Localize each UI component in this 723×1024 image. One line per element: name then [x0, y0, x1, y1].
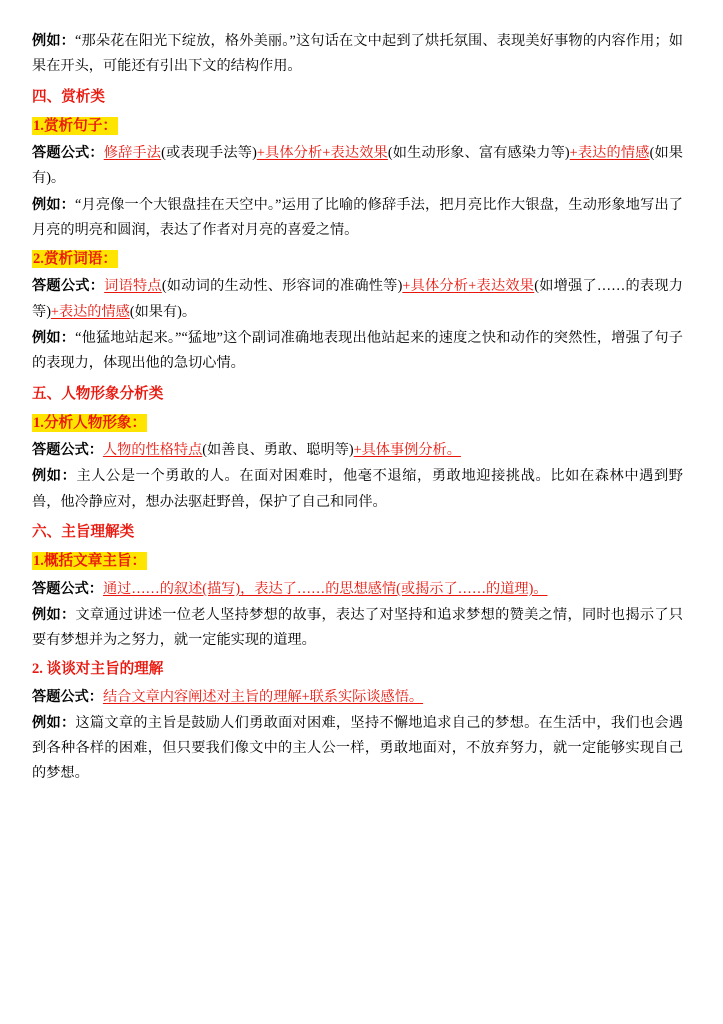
example-text: 主人公是一个勇敢的人。在面对困难时，他毫不退缩，勇敢地迎接挑战。比如在森林中遇到野兽，他冷静应对，想办法驱赶野兽，保护了自己和同伴。 [32, 468, 683, 510]
sections-container [32, 84, 683, 787]
example-label: 例如： [32, 714, 76, 731]
subsection-heading [32, 113, 683, 139]
answer-formula [32, 438, 683, 463]
example-paragraph [32, 603, 683, 654]
section-heading: 四、赏析类 [32, 88, 105, 105]
subsection-heading-text: 2.赏析词语： [33, 251, 117, 268]
subsection-heading [32, 246, 683, 272]
example-paragraph [32, 193, 683, 244]
answer-formula-part: (如动词的生动性、形容词的准确性等) [161, 278, 403, 295]
subsection-heading [32, 548, 683, 574]
answer-formula-part: 修辞手法 [103, 145, 162, 162]
answer-formula [32, 577, 683, 602]
answer-formula-part: +具体分析+表达效果 [402, 278, 535, 295]
subsection-heading [32, 410, 683, 436]
example-paragraph [32, 464, 683, 515]
example-text: “月亮像一个大银盘挂在天空中。”运用了比喻的修辞手法，把月亮比作大银盘，生动形象地写出了月亮的明亮和圆润，表达了作者对月亮的喜爱之情。 [32, 196, 683, 238]
answer-formula-part: +具体分析+表达效果 [256, 145, 388, 162]
answer-formula-label: 答题公式： [32, 278, 105, 295]
intro-example [32, 29, 683, 80]
section [32, 381, 683, 515]
section [32, 519, 683, 787]
answer-formula-part: 人物的性格特点 [102, 442, 203, 459]
answer-formula-label: 答题公式： [32, 580, 103, 597]
answer-formula-part: +表达的情感 [569, 145, 650, 162]
example-label: 例如： [32, 468, 77, 485]
answer-formula [32, 274, 683, 325]
answer-formula-label: 答题公式： [32, 688, 103, 705]
example-text: 这篇文章的主旨是鼓励人们勇敢面对困难，坚持不懈地追求自己的梦想。在生活中，我们也会遇到各种各样的困难，但只要我们像文中的主人公一样，勇敢地面对，不放弃努力，就一定能够实现自己的梦想。 [32, 714, 683, 782]
answer-formula-part: (如增强了……的表现力等) [32, 278, 683, 320]
subsection-heading-text: 1.赏析句子： [33, 117, 117, 134]
answer-formula-part: (如果有)。 [32, 145, 683, 187]
answer-formula-part: 词语特点 [104, 278, 162, 295]
section [32, 84, 683, 377]
section-heading: 六、主旨理解类 [32, 523, 135, 540]
answer-formula-part: +具体事例分析。 [353, 442, 461, 459]
answer-formula-part: (如善良、勇敢、聪明等) [202, 442, 354, 459]
subsection-heading: 2. 谈谈对主旨的理解 [32, 661, 164, 678]
answer-formula-part: (如生动形象、富有感染力等) [387, 145, 570, 162]
answer-formula-part: 结合文章内容阐述对主旨的理解+联系实际谈感悟。 [102, 688, 424, 705]
example-text: 文章通过讲述一位老人坚持梦想的故事，表达了对坚持和追求梦想的赞美之情，同时也揭示了只要有梦想并为之努力，就一定能实现的道理。 [32, 606, 683, 649]
answer-formula-part: 通过……的叙述(描写)，表达了……的思想感情(或揭示了……的道理)。 [102, 580, 548, 597]
example-paragraph [32, 711, 683, 787]
section-heading: 五、人物形象分析类 [32, 385, 164, 402]
answer-formula-part: (如果有)。 [129, 303, 197, 320]
example-paragraph [32, 326, 683, 377]
answer-formula-part: (或表现手法等) [161, 145, 257, 162]
answer-formula-label: 答题公式： [32, 145, 104, 162]
example-label: 例如： [32, 330, 76, 347]
answer-formula [32, 685, 683, 710]
answer-formula-part: +表达的情感 [50, 303, 130, 320]
example-text: “他猛地站起来。”“猛地”这个副词准确地表现出他站起来的速度之快和动作的突然性，增强了句子的表现力，体现出他的急切心情。 [32, 330, 683, 372]
example-label: 例如： [32, 606, 76, 623]
example-label: 例如： [32, 196, 76, 213]
intro-example-text: “那朵花在阳光下绽放，格外美丽。”这句话在文中起到了烘托氛围、表现美好事物的内容作用；如果在开头，可能还有引出下文的结构作用。 [32, 33, 683, 75]
intro-example-label: 例如： [32, 33, 76, 49]
subsection-heading-text: 1.概括文章主旨： [33, 553, 147, 570]
subsection-heading-text: 1.分析人物形象： [33, 414, 147, 431]
answer-formula [32, 141, 683, 192]
answer-formula-label: 答题公式： [32, 442, 103, 459]
